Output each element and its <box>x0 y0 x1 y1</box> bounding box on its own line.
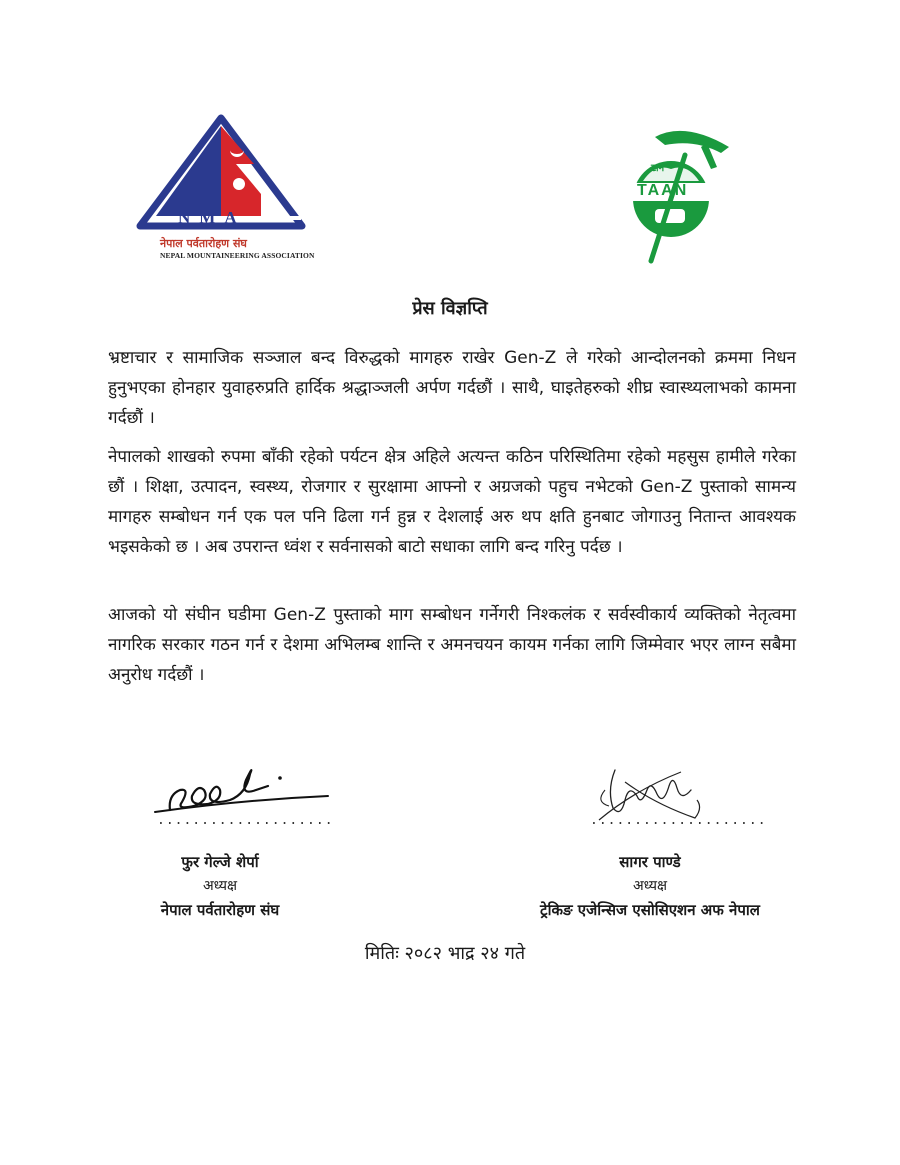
nma-name-english: NEPAL MOUNTAINEERING ASSOCIATION <box>160 251 315 260</box>
paragraph-3: आजको यो संघीन घडीमा Gen-Z पुस्ताको माग सम्बोधन गर्नेगरी निश्कलंक र सर्वस्वीकार्य व्यक्तिको नेतृत्वमा नागरिक सरकार गठन गर्न र देशमा अभिलम्ब शान्ति र अमनचयन कायम गर्नका लागि जिम्मेवार भएर लाग्न सबैमा अनुरोध गर्दछौं । <box>108 605 796 685</box>
signatory-role: अध्यक्ष <box>202 878 238 894</box>
signatory-role: अध्यक्ष <box>632 878 668 894</box>
taan-logo <box>625 125 735 265</box>
paragraph-2: नेपालको शाखको रुपमा बाँकी रहेको पर्यटन क्षेत्र अहिले अत्यन्त कठिन परिस्थितिमा रहेको महसुस हामीले गरेका छौं । शिक्षा, उत्पादन, स्वस्थ्य, रोजगार र सुरक्षामा आफ्नो र अग्रजको पहुच नभेटको Gen-Z पुस्ताको सामन्य मागहरु सम्बोधन गर्न एक पल पनि ढिला गर्न हुन्न र देशलाई अरु थप क्षति हुनबाट जोगाउनु नितान्त आवश्यक भइसकेको छ । अब उपरान्त ध्वंश र सर्वनासको बाटो सधाका लागि बन्द गरिनु पर्दछ । <box>108 447 796 557</box>
signatory-name: फुर गेल्जे शेर्पा <box>181 853 259 871</box>
signature-line-left: .................... <box>157 813 334 828</box>
signatory-right <box>500 850 800 922</box>
paragraph-1: भ्रष्टाचार र सामाजिक सञ्जाल बन्द विरुद्धको मागहरु राखेर Gen-Z ले गरेको आन्दोलनको क्रममा निधन हुनुभएका होनहार युवाहरुप्रति हार्दिक श्रद्धाञ्जली अर्पण गर्दछौं । साथै, घाइतेहरुको शीघ्र स्वास्थ्यलाभको कामना गर्दछौं । <box>108 348 796 428</box>
release-date: मितिः २०८२ भाद्र २४ गते <box>364 943 526 964</box>
signatory-left <box>110 850 330 922</box>
signatory-org: नेपाल पर्वतारोहण संघ <box>160 901 280 919</box>
taan-logo-script: टान <box>651 163 665 174</box>
signatory-name: सागर पाण्डे <box>619 853 681 871</box>
taan-logo-letters: TAAN <box>637 182 689 199</box>
page-title: प्रेस विज्ञप्ति <box>412 298 488 319</box>
signatory-org: ट्रेकिङ एजेन्सिज एसोसिएशन अफ नेपाल <box>540 901 760 919</box>
nma-name-nepali: नेपाल पर्वतारोहण संघ <box>160 237 247 250</box>
signature-line-right: .................... <box>590 813 767 828</box>
nma-logo-letters: NMA <box>178 208 246 227</box>
